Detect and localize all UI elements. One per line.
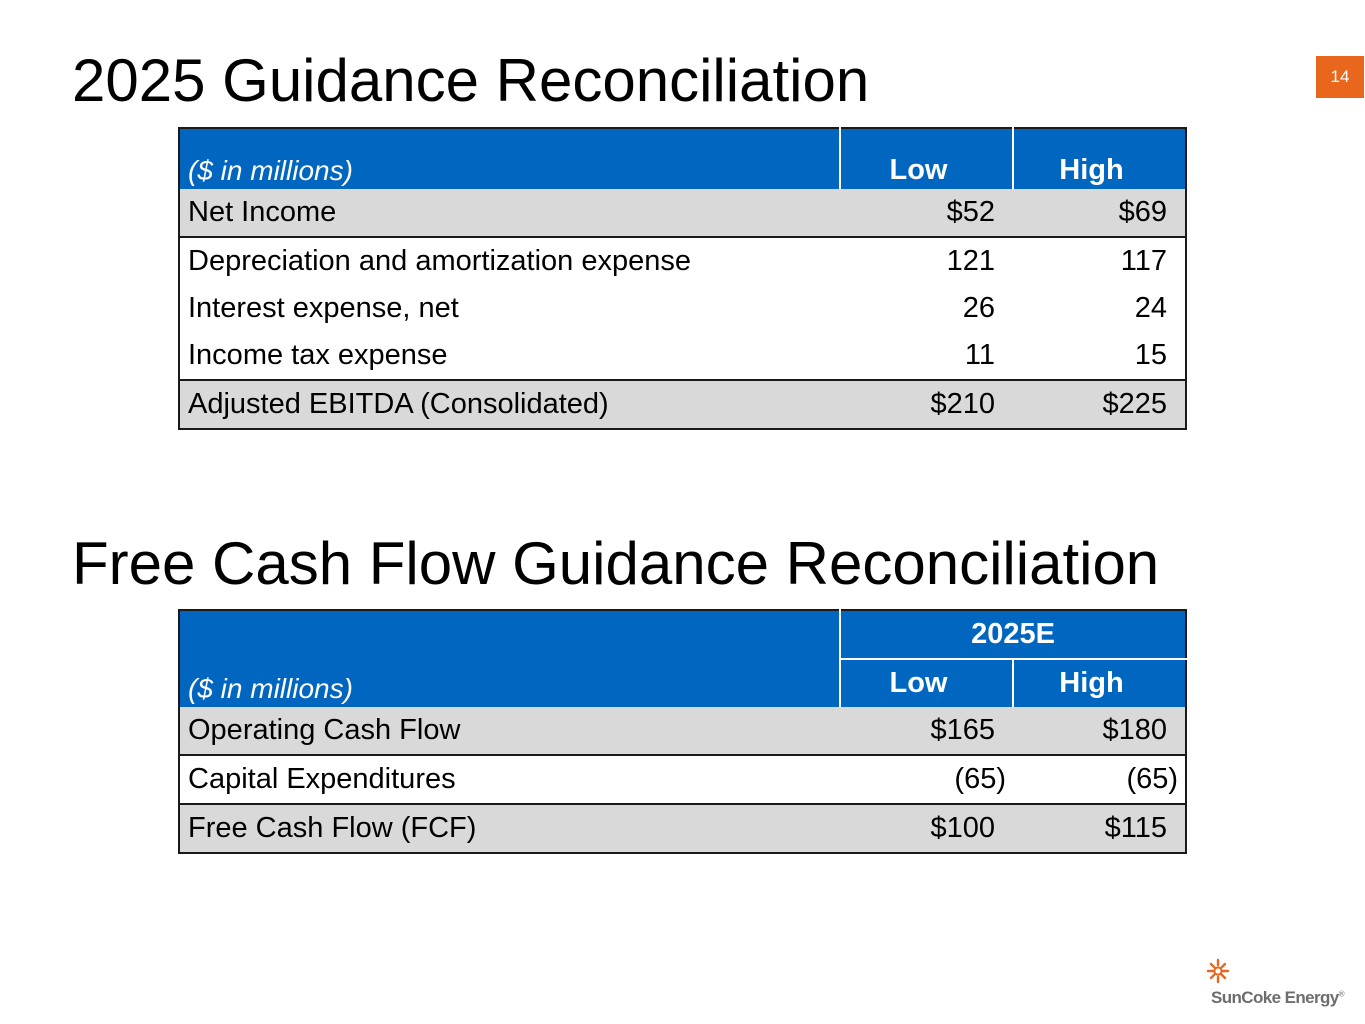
table-row: [179, 332, 1186, 380]
units-label: ($ in millions): [179, 128, 840, 189]
high-value: 24: [1134, 292, 1167, 324]
page-number-badge: 14: [1316, 56, 1364, 98]
suncoke-logo: [1206, 958, 1346, 1014]
high-value: $115: [1013, 804, 1186, 853]
row-label: Capital Expenditures: [179, 755, 840, 804]
row-label: Income tax expense: [188, 339, 448, 371]
high-value: 15: [1134, 339, 1167, 371]
table-row: [179, 755, 1186, 804]
column-header-high: High: [1013, 659, 1186, 707]
low-value: $165: [840, 707, 1013, 755]
section-title-fcf: Free Cash Flow Guidance Reconciliation: [72, 530, 1160, 597]
table-row-total: [179, 804, 1186, 853]
high-value: (65): [1013, 755, 1186, 804]
row-label: Net Income: [179, 189, 840, 237]
units-label: ($ in millions): [179, 610, 840, 707]
fcf-reconciliation-table: [178, 609, 1187, 854]
low-value: $210: [840, 380, 1013, 429]
column-header-high: High: [1013, 128, 1186, 189]
high-value: $225: [1013, 380, 1186, 429]
table-row: [179, 707, 1186, 755]
high-value: 117: [1013, 237, 1186, 285]
low-value: (65): [840, 755, 1013, 804]
column-header-year: 2025E: [840, 610, 1186, 659]
low-value: $100: [840, 804, 1013, 853]
table-row: [179, 189, 1186, 237]
table-row-total: [179, 380, 1186, 429]
column-header-low: Low: [840, 659, 1013, 707]
row-label: Depreciation and amortization expense: [179, 237, 840, 285]
table-header-row: [179, 128, 1186, 189]
row-label: Interest expense, net: [188, 292, 459, 324]
low-value: $52: [840, 189, 1013, 237]
table-header-row: [179, 610, 1186, 659]
row-label: Operating Cash Flow: [179, 707, 840, 755]
table-row: [179, 285, 1186, 332]
logo-wordmark: SunCoke Energy®: [1211, 988, 1344, 1007]
low-value: 26: [962, 292, 995, 324]
row-label: Adjusted EBITDA (Consolidated): [179, 380, 840, 429]
low-value: 11: [964, 339, 995, 371]
guidance-reconciliation-table: [178, 127, 1187, 430]
low-value: 121: [840, 237, 1013, 285]
row-label: Free Cash Flow (FCF): [179, 804, 840, 853]
high-value: $180: [1013, 707, 1186, 755]
sun-icon: [1206, 958, 1230, 984]
section-title-guidance: 2025 Guidance Reconciliation: [72, 47, 870, 114]
column-header-low: Low: [840, 128, 1013, 189]
high-value: $69: [1013, 189, 1186, 237]
table-row: [179, 237, 1186, 285]
